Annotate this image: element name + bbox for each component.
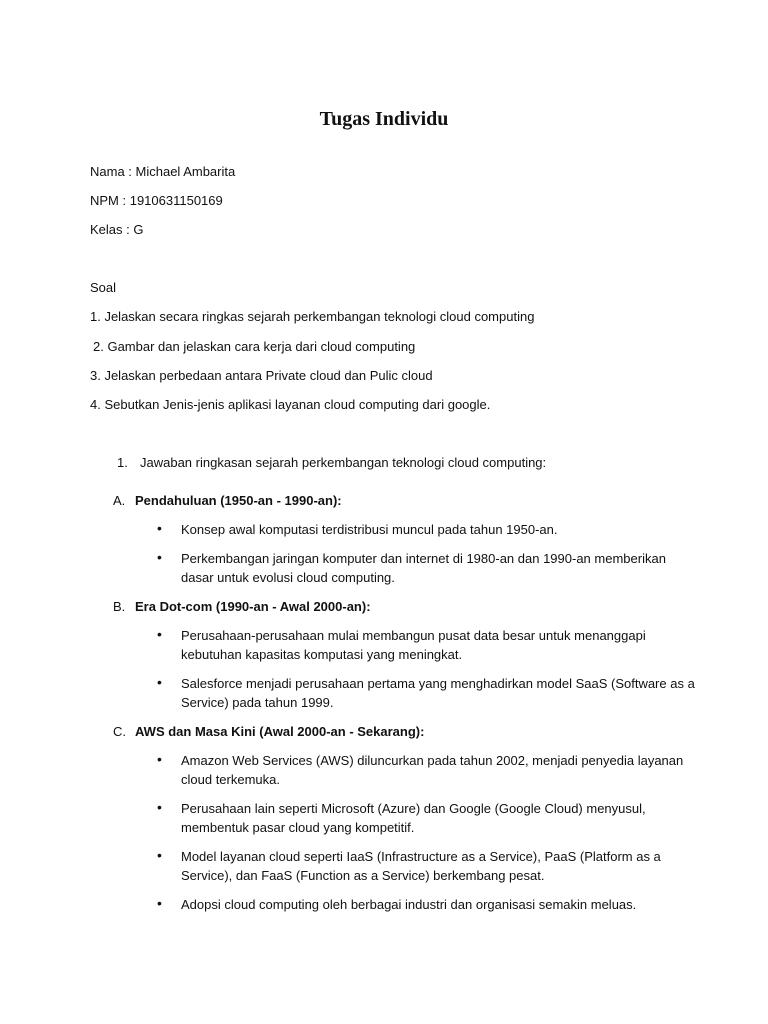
bullet-text-cont: Service), dan FaaS (Function as a Service) berkembang pesat. bbox=[181, 868, 545, 883]
bullet-text: Model layanan cloud seperti IaaS (Infrastructure as a Service), PaaS (Platform as a bbox=[181, 849, 661, 864]
bullet-text: Adopsi cloud computing oleh berbagai industri dan organisasi semakin meluas. bbox=[181, 897, 637, 912]
bullet-icon: • bbox=[157, 751, 162, 767]
answer-number: 1. bbox=[117, 455, 128, 470]
bullet-text-cont: cloud terkemuka. bbox=[181, 772, 280, 787]
bullet-text-cont: kebutuhan kapasitas komputasi yang meningkat. bbox=[181, 647, 463, 662]
bullet-icon: • bbox=[157, 549, 162, 565]
student-name: Nama : Michael Ambarita bbox=[90, 164, 236, 179]
bullet-icon: • bbox=[157, 895, 162, 911]
bullet-icon: • bbox=[157, 626, 162, 642]
section-heading: Era Dot-com (1990-an - Awal 2000-an): bbox=[135, 599, 371, 614]
bullet-icon: • bbox=[157, 674, 162, 690]
bullet-icon: • bbox=[157, 799, 162, 815]
soal-item-4: 4. Sebutkan Jenis-jenis aplikasi layanan cloud computing dari google. bbox=[90, 397, 491, 412]
bullet-text: Perusahaan lain seperti Microsoft (Azure) dan Google (Google Cloud) menyusul, bbox=[181, 801, 646, 816]
bullet-text: Amazon Web Services (AWS) diluncurkan pada tahun 2002, menjadi penyedia layanan bbox=[181, 753, 684, 768]
soal-item-1: 1. Jelaskan secara ringkas sejarah perkembangan teknologi cloud computing bbox=[90, 309, 535, 324]
section-heading: AWS dan Masa Kini (Awal 2000-an - Sekarang): bbox=[135, 724, 425, 739]
answer-intro: Jawaban ringkasan sejarah perkembangan teknologi cloud computing: bbox=[140, 455, 547, 470]
section-heading: Pendahuluan (1950-an - 1990-an): bbox=[135, 493, 342, 508]
soal-item-3: 3. Jelaskan perbedaan antara Private cloud dan Pulic cloud bbox=[90, 368, 433, 383]
bullet-icon: • bbox=[157, 847, 162, 863]
section-letter: C. bbox=[113, 724, 126, 739]
bullet-icon: • bbox=[157, 520, 162, 536]
soal-label: Soal bbox=[90, 280, 117, 295]
bullet-text: Perusahaan-perusahaan mulai membangun pusat data besar untuk menanggapi bbox=[181, 628, 646, 643]
bullet-text-cont: Service) pada tahun 1999. bbox=[181, 695, 334, 710]
student-class: Kelas : G bbox=[90, 222, 144, 237]
section-letter: B. bbox=[113, 599, 126, 614]
bullet-text: Salesforce menjadi perusahaan pertama yang menghadirkan model SaaS (Software as a bbox=[181, 676, 695, 691]
bullet-text-cont: dasar untuk evolusi cloud computing. bbox=[181, 570, 395, 585]
bullet-text: Perkembangan jaringan komputer dan internet di 1980-an dan 1990-an memberikan bbox=[181, 551, 666, 566]
soal-item-2: 2. Gambar dan jelaskan cara kerja dari cloud computing bbox=[93, 339, 416, 354]
student-npm: NPM : 1910631150169 bbox=[90, 193, 223, 208]
section-letter: A. bbox=[113, 493, 126, 508]
bullet-text-cont: membentuk pasar cloud yang kompetitif. bbox=[181, 820, 415, 835]
page-title: Tugas Individu bbox=[319, 108, 449, 130]
bullet-text: Konsep awal komputasi terdistribusi muncul pada tahun 1950-an. bbox=[181, 522, 558, 537]
